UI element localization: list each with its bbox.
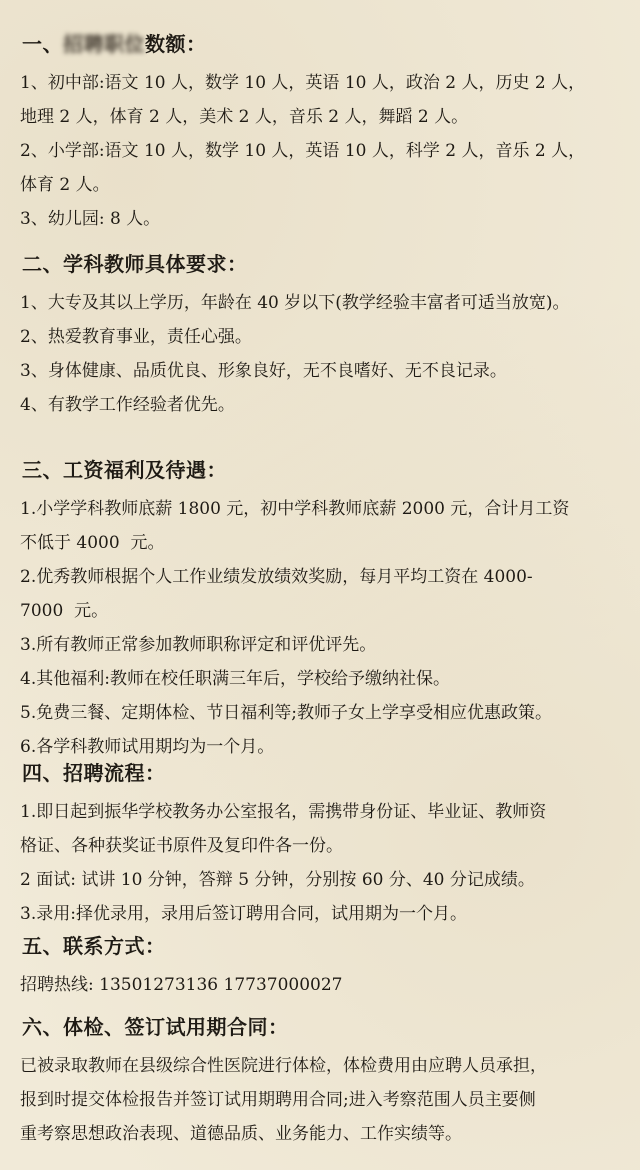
text-line: 3、幼儿园: 8 人。 xyxy=(20,209,161,229)
text-line: 重考察思想政治表现、道德品质、业务能力、工作实绩等。 xyxy=(20,1124,462,1144)
text-line: 2、小学部:语文 10 人，数学 10 人，英语 10 人，科学 2 人，音乐 2 人， xyxy=(20,141,586,161)
text-line: 不低于 4000 元。 xyxy=(20,533,165,553)
contact-hotline: 招聘热线: 13501273136 17737000027 xyxy=(20,975,343,995)
text-line: 体育 2 人。 xyxy=(20,175,110,195)
text-line: 1、大专及其以上学历，年龄在 40 岁以下(教学经验丰富者可适当放宽)。 xyxy=(20,293,570,313)
text-line: 报到时提交体检报告并签订试用期聘用合同;进入考察范围人员主要侧 xyxy=(20,1090,536,1110)
section-recruitment-positions xyxy=(20,30,622,236)
section-teacher-requirements xyxy=(20,250,622,422)
text-line: 1.小学学科教师底薪 1800 元，初中学科教师底薪 2000 元，合计月工资 xyxy=(20,499,570,519)
text-line: 2.优秀教师根据个人工作业绩发放绩效奖励，每月平均工资在 4000- xyxy=(20,567,533,587)
text-line: 3.录用:择优录用，录用后签订聘用合同，试用期为一个月。 xyxy=(20,904,467,924)
section-contact xyxy=(20,932,622,1002)
text-line: 3.所有教师正常参加教师职称评定和评优评先。 xyxy=(20,635,377,655)
text-line: 格证、各种获奖证书原件及复印件各一份。 xyxy=(20,836,343,856)
section-heading: 四、招聘流程： xyxy=(22,761,166,785)
section-heading: 五、联系方式： xyxy=(22,934,166,958)
text-line: 2、热爱教育事业，责任心强。 xyxy=(20,327,252,347)
section-recruitment-process xyxy=(20,759,622,931)
text-line: 地理 2 人，体育 2 人，美术 2 人，音乐 2 人，舞蹈 2 人。 xyxy=(20,107,469,127)
text-line: 3、身体健康、品质优良、形象良好，无不良嗜好、无不良记录。 xyxy=(20,361,507,381)
text-line: 2 面试: 试讲 10 分钟，答辩 5 分钟，分别按 60 分、40 分记成绩。 xyxy=(20,870,535,890)
section-heading: 一、招聘职位数额： xyxy=(22,32,207,56)
section-medical-contract xyxy=(20,1013,622,1151)
text-line: 5.免费三餐、定期体检、节日福利等;教师子女上学享受相应优惠政策。 xyxy=(20,703,552,723)
text-line: 4、有教学工作经验者优先。 xyxy=(20,395,235,415)
text-line: 1.即日起到振华学校教务办公室报名，需携带身份证、毕业证、教师资 xyxy=(20,802,547,822)
text-line: 7000 元。 xyxy=(20,601,109,621)
section-salary-benefits xyxy=(20,456,622,764)
obscured-text: 招聘职位 xyxy=(63,32,145,56)
text-line: 4.其他福利:教师在校任职满三年后，学校给予缴纳社保。 xyxy=(20,669,450,689)
text-line: 6.各学科教师试用期均为一个月。 xyxy=(20,737,275,757)
section-heading: 六、体检、签订试用期合同： xyxy=(22,1015,289,1039)
text-line: 1、初中部:语文 10 人，数学 10 人，英语 10 人，政治 2 人，历史 2 人， xyxy=(20,73,586,93)
section-heading: 二、学科教师具体要求： xyxy=(22,252,248,276)
text-line: 已被录取教师在县级综合性医院进行体检，体检费用由应聘人员承担， xyxy=(20,1056,547,1076)
section-heading: 三、工资福利及待遇： xyxy=(22,458,227,482)
